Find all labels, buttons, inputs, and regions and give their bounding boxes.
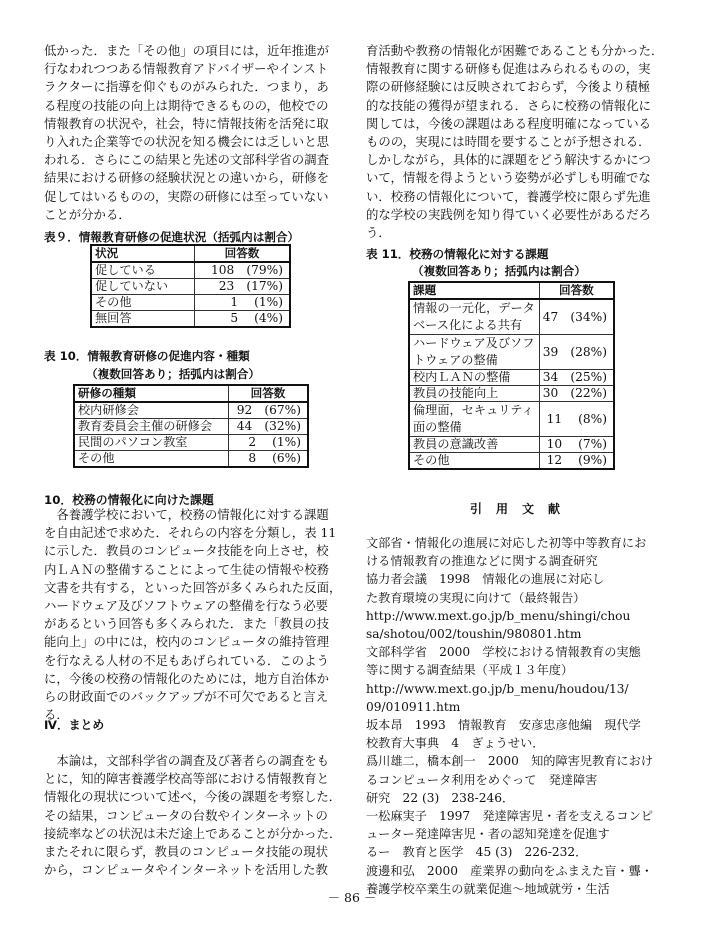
table11-row-value: 12 (9%): [539, 453, 614, 470]
table11-row-value: 11 (8%): [539, 402, 614, 437]
table10-header-count: 回答数: [229, 385, 309, 402]
table-row: [91, 295, 290, 311]
table11-row-label: [409, 386, 539, 402]
reference-entry: [366, 716, 688, 752]
table9-caption: 表９．情報教育研修の促進状況（括弧内は割合）: [44, 230, 300, 244]
table11-row-value: 47 (34%): [539, 299, 614, 335]
text-line: 関しては，今後の課題はある程度明確になっている: [366, 115, 651, 131]
reference-line: 坂本昂 1993 情報教育 安彦忠彦他編 現代学: [366, 718, 641, 733]
reference-line: 研究 22 (3) 238-246．: [366, 790, 515, 805]
text-line: 内ＬＡＮの整備することによって生徒の情報や校務: [44, 561, 329, 577]
table-row: [409, 453, 614, 470]
text-line: を自由記述で求めた．それらの内容を分類し，表 11: [44, 525, 337, 541]
reference-line: ューター発達障害児・者の認知発達を促進す: [366, 827, 610, 842]
table11-header-count: 回答数: [539, 282, 614, 299]
reference-line: 09/010911.htm: [366, 699, 461, 714]
reference-entry: [366, 752, 688, 807]
table9-row-value: 1 (1%): [195, 295, 291, 311]
text-line: から，コンピュータやインターネットを活用した教: [44, 862, 328, 878]
table11-row-label: [409, 437, 539, 453]
table9-row-label: 無回答: [91, 311, 195, 328]
text-line: ことが分かる．: [44, 206, 131, 222]
table11-header-issue: 課題: [409, 282, 539, 299]
table-row: [91, 311, 290, 328]
text-line: 情報教育の状況や，社会，特に情報技術を活発に取: [44, 115, 329, 131]
text-line: 際の研修経験には反映されておらず，今後より積極: [366, 79, 650, 95]
left-top-paragraph: [44, 42, 360, 224]
table11-label-line: ハードウェア及びソフ: [413, 336, 535, 350]
table9: [90, 244, 291, 328]
section10-heading: 10．校務の情報化に向けた課題: [44, 493, 214, 507]
section4-heading: Ⅳ．まとめ: [44, 718, 105, 732]
text-line: を行なえる人材の不足もあげられている．このよう: [44, 652, 329, 668]
table9-row-label: 促している: [91, 262, 195, 279]
text-line: があるという回答も多くみられた．また「教員の技: [44, 616, 329, 632]
table11-row-label: [409, 335, 539, 370]
text-line: またそれに限らず，教員のコンピュータ技能の現状: [44, 844, 328, 860]
table9-row-value: 23 (17%): [195, 279, 291, 295]
references-list: [366, 534, 688, 898]
table10-row-label: 民間のパソコン教室: [74, 435, 229, 451]
text-line: われる．さらにこの結果と先述の文部科学省の調査: [44, 152, 329, 168]
table-row: [409, 335, 614, 370]
text-line: しかしながら，具体的に課題をどう解決するかにつ: [366, 152, 651, 168]
text-line: 情報化の現状について述べ，今後の課題を考察した．: [44, 789, 342, 805]
text-line: とに，知的障害養護学校高等部における情報教育と: [44, 771, 329, 787]
reference-line: た教育環境の実現に向けて（最終報告）: [366, 590, 586, 605]
table11-row-value: 30 (22%): [539, 386, 614, 402]
table11-caption: 表 11．校務の情報化に対する課題: [366, 247, 549, 261]
table10-row-value: 2 (1%): [229, 435, 309, 451]
reference-line: 一松麻実子 1997 発達障害児・者を支えるコンピ: [366, 809, 653, 824]
table11-row-value: 39 (28%): [539, 335, 614, 370]
table11-label-line: 教員の意識改善: [413, 437, 499, 451]
table11-label-line: トウェアの整備: [413, 353, 498, 367]
references-heading: 引用文献: [470, 502, 575, 516]
text-line: ものの，実現には時間を要することが予想される．: [366, 134, 651, 150]
table10: [73, 384, 309, 468]
table11: [408, 281, 615, 470]
reference-entry: [366, 643, 688, 716]
section4-body: [44, 752, 360, 879]
text-line: 情報教育に関する研修も促進はみられるものの，実: [366, 61, 651, 77]
table9-row-label: その他: [91, 295, 195, 311]
text-line: 促してはいるものの，実際の研修には至っていない: [44, 188, 329, 204]
text-line: る．: [44, 707, 69, 723]
reference-line: 養護学校卒業生の就業促進～地域就労・生活: [366, 881, 610, 896]
table11-row-label: [409, 453, 539, 470]
table11-row-label: [409, 299, 539, 335]
text-line: その結果，コンピュータの台数やインターネットの: [44, 807, 328, 823]
text-line: い．校務の情報化について，養護学校に限らず先進: [366, 188, 651, 204]
reference-line: http://www.mext.go.jp/b_menu/houdou/13/: [366, 681, 629, 696]
table-row: [74, 435, 308, 451]
table10-row-label: その他: [74, 451, 229, 468]
table-row: [91, 262, 290, 279]
text-line: 本論は，文部科学省の調査及び著者らの調査をも: [44, 753, 329, 768]
text-line: る程度の技能の向上は期待できるものの，他校での: [44, 97, 329, 113]
reference-entry: [366, 534, 688, 643]
table11-label-line: 面の整備: [413, 420, 462, 434]
text-line: らの財政面でのバックアップが不可欠であると言え: [44, 689, 329, 705]
table9-row-value: 108 (79%): [195, 262, 291, 279]
reference-line: 協力者会議 1998 情報化の進展に対応し: [366, 572, 605, 587]
text-line: 低かった．また「その他」の項目には，近年推進が: [44, 43, 329, 58]
table10-caption: 表 10．情報教育研修の促進内容・種類: [44, 349, 250, 363]
right-top-paragraph: [366, 42, 688, 242]
table11-row-value: 10 (7%): [539, 437, 614, 453]
table10-header-type: 研修の種類: [74, 385, 229, 402]
table11-label-line: 倫理面，セキュリティ: [413, 403, 534, 417]
reference-line: 等に関する調査結果（平成１３年度）: [366, 663, 574, 678]
table11-row-label: [409, 402, 539, 437]
table11-row-label: [409, 370, 539, 386]
table9-header-status: 状況: [91, 245, 195, 262]
table-row: [74, 451, 308, 468]
reference-line: るー 教育と医学 45 (3) 226-232．: [366, 845, 588, 860]
table10-row-value: 8 (6%): [229, 451, 309, 468]
text-line: 能向上」の中には，校内のコンピュータの維持管理: [44, 634, 329, 650]
table11-row-value: 34 (25%): [539, 370, 614, 386]
table-row: [409, 386, 614, 402]
reference-line: http://www.mext.go.jp/b_menu/shingi/chou: [366, 608, 631, 623]
text-line: ハードウェア及びソフトウェアの整備を行なう必要: [44, 598, 328, 614]
table11-label-line: その他: [413, 453, 450, 467]
text-line: う．: [366, 225, 391, 241]
table-row: [91, 279, 290, 295]
reference-line: sa/shotou/002/toushin/980801.htm: [366, 627, 582, 642]
reference-line: 校教育大事典 4 ぎょうせい．: [366, 736, 545, 751]
text-line: 的な技能の獲得が望まれる．さらに校務の情報化に: [366, 97, 651, 113]
table-row: [409, 437, 614, 453]
text-line: 文書を共有する，といった回答が多くみられた反面，: [44, 579, 342, 595]
table9-header-count: 回答数: [195, 245, 291, 262]
text-line: 行なわれつつある情報教育アドバイザーやインスト: [44, 61, 329, 77]
section10-body: [44, 506, 360, 724]
reference-line: ける情報教育の推進などに関する調査研究: [366, 554, 598, 569]
table11-subcaption: （複数回答あり；括弧内は割合）: [412, 264, 586, 278]
text-line: ラクターに指導を仰ぐものがみられた．つまり，あ: [44, 79, 329, 95]
text-line: に示した．教員のコンピュータ技能を向上させ，校: [44, 543, 329, 559]
text-line: いて，情報を得ようという姿勢が必ずしも明確でな: [366, 170, 651, 186]
table-row: [74, 402, 308, 419]
text-line: 接続率などの状況は未だ途上であることが分かった．: [44, 825, 342, 841]
reference-line: るコンピュータ利用をめぐって 発達障害: [366, 772, 598, 787]
table10-row-value: 44 (32%): [229, 419, 309, 435]
table11-label-line: 校内ＬＡＮの整備: [413, 370, 511, 384]
table9-row-label: 促していない: [91, 279, 195, 295]
table-row: [409, 370, 614, 386]
reference-entry: [366, 807, 688, 862]
table-row: [409, 299, 614, 335]
reference-line: 文部省・情報化の進展に対応した初等中等教育にお: [366, 536, 647, 550]
reference-line: 爲川雄二，橋本創一 2000 知的障害児教育におけ: [366, 754, 653, 769]
text-line: り入れた企業等での状況を知る機会には乏しいと思: [44, 134, 329, 150]
text-line: 各養護学校において，校務の情報化に対する課題: [44, 507, 329, 522]
text-line: 的な学校の実践例を知り得ていく必要性があるだろ: [366, 206, 651, 222]
table11-label-line: 教員の技能向上: [413, 386, 499, 400]
table10-row-label: 校内研修会: [74, 402, 229, 419]
table11-label-line: ベース化による共有: [413, 318, 523, 332]
reference-line: 渡邊和弘 2000 産業界の動向をふまえた盲・聾・: [366, 863, 653, 878]
table-row: [74, 419, 308, 435]
text-line: 結果における研修の経験状況との違いから，研修を: [44, 170, 329, 186]
table9-row-value: 5 (4%): [195, 311, 291, 328]
table10-row-value: 92 (67%): [229, 402, 309, 419]
text-line: に，今後の校務の情報化のためには，地方自治体か: [44, 670, 329, 686]
table10-row-label: 教育委員会主催の研修会: [74, 419, 229, 435]
text-line: 育活動や教務の情報化が困難であることも分かった．: [366, 43, 664, 58]
table10-subcaption: （複数回答あり；括弧内は割合）: [86, 367, 260, 381]
reference-line: 文部科学省 2000 学校における情報教育の実態: [366, 645, 641, 660]
table-row: [409, 402, 614, 437]
page-number: － 86 －: [327, 890, 377, 905]
table11-label-line: 情報の一元化，データ: [413, 301, 535, 315]
